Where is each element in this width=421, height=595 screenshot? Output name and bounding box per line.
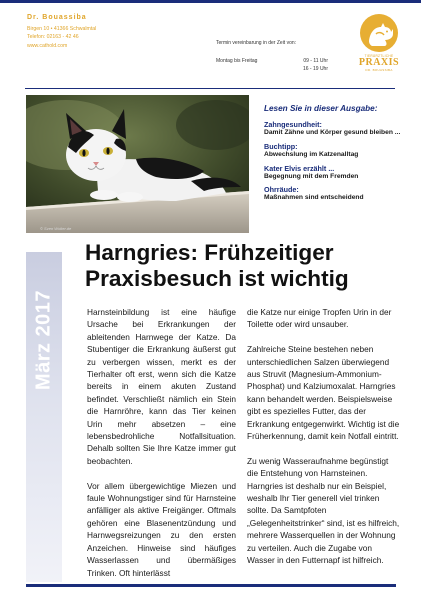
header-rule — [25, 88, 395, 89]
contents-item — [264, 185, 404, 203]
practice-name: Dr. Bouassiba — [27, 14, 87, 21]
logo-sub-text: DR. BOUASSIBA — [365, 68, 393, 72]
article-paragraph: Zu wenig Wasseraufnahme begünstigt die Entstehung von Harnsteinen. Harngries ist deshalb nur ein Beispiel, weshalb Ihr Tier generell viel trinken sollte. Da Samtpfoten „Gelegenheitstrinker“ sind, ist es hilfreich, mehrere Wasserquellen in der Wohnung zu verteilen. Auch die Zugabe von Wasser in den Futternapf ist hilfreich. — [247, 455, 400, 566]
contents-item-desc: Abwechslung im Katzenalltag — [264, 150, 359, 158]
article-headline: Harngries: Frühzeitiger Praxisbesuch ist wichtig — [85, 240, 349, 291]
article-paragraph: Harnsteinbildung ist eine häufige Ursache bei Erkrankungen der ableitenden Harnwege der Katze. Da Stubentiger die Erkrankung äußerst gut zu verbergen wissen, merkt es der Tierhalter oft erst, wenn sich die Katze bereits in einem akuten Zustand befindet. Verschließt nämlich ein Stein die Harnröhre, kann das Tier keinen Urin mehr absetzen – eine lebensbedrohliche Notfallsituation. Dehalb sollten Sie Ihre Katze immer gut beobachten. — [87, 307, 236, 466]
hours-intro: Termin vereinbarung in der Zeit von: — [216, 40, 297, 46]
logo-top-text: TIERÄRZTLICHE — [364, 54, 394, 58]
article-paragraph: die Katze nur einige Tropfen Urin in der Toilette oder wird unsauber. — [247, 307, 392, 330]
contents-item-desc: Maßnahmen sind entscheidend — [264, 194, 364, 202]
contents-item-topic: Kater Elvis erzählt ... — [264, 163, 335, 173]
issue-contents — [264, 104, 404, 207]
article-column-right — [247, 306, 400, 579]
contents-item-topic: Buchtipp: — [264, 141, 298, 151]
logo-word: PRAXIS — [358, 57, 400, 68]
contents-item-topic: Ohrräude: — [264, 185, 299, 195]
practice-phone: Telefon: 02163 - 42 46 — [27, 34, 79, 41]
practice-logo — [357, 14, 401, 72]
top-rule — [0, 0, 421, 3]
hours-days: Montag bis Freitag — [216, 58, 258, 64]
contents-heading: Lesen Sie in dieser Ausgabe: — [264, 104, 378, 113]
practice-info — [27, 14, 147, 50]
hours-times — [300, 57, 328, 73]
article-column-left — [87, 306, 236, 591]
cat-photo-illustration — [26, 95, 249, 233]
contents-item — [264, 120, 404, 138]
hours-morning: 09 - 11 Uhr — [303, 58, 328, 64]
cat-photo — [26, 95, 249, 233]
contents-item-topic: Zahngesundheit: — [264, 120, 322, 129]
practice-address: Birgen 10 • 41366 Schwalmtal — [27, 26, 97, 32]
cat-silhouette-icon — [360, 14, 398, 52]
contents-item-desc: Damit Zähne und Körper gesund bleiben ... — [264, 129, 401, 136]
contents-item — [264, 142, 404, 160]
hours-afternoon: 16 - 19 Uhr — [302, 66, 328, 72]
article-paragraph: Vor allem übergewichtige Miezen und faule Wohnungstiger sind für Harnsteine anfälliger als aktive Freigänger. Oftmals gehören eine Blasenentzündung und Harnwegsreizungen zu den ersten Anzeichen. Hinweise sind häufiges Wasserlassen und übermäßiges Trinken. Oft hinterlässt — [87, 480, 236, 578]
article-paragraph: Zahlreiche Steine bestehen neben unterschiedlichen Salzen überwiegend aus Struvit (Magnesium-Ammonium-Phosphat) und Kalziumoxalat. Harngries kann behandelt werden. Beispielsweise gibt es spezielles Futter, das der Erkrankung entgegenwirkt. Wichtig ist die Früherkennung, damit kein Notfall eintritt. — [247, 344, 400, 442]
contents-item — [264, 164, 404, 182]
logo-circle — [360, 14, 398, 52]
practice-website[interactable]: www.cathold.com — [27, 42, 68, 49]
photo-credit: © Sven Wolter.de — [40, 226, 72, 231]
issue-date: März 2017 — [32, 289, 55, 391]
contents-item-desc: Begegnung mit dem Fremden — [264, 172, 359, 180]
bottom-rule — [26, 584, 396, 587]
